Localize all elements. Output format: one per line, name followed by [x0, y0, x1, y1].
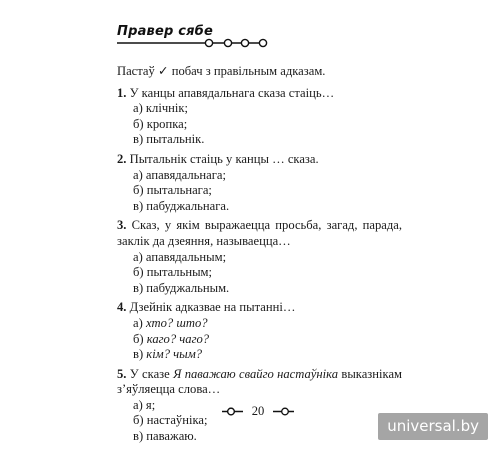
option-letter: а)	[133, 315, 143, 330]
answer-option[interactable]: в) пытальнік.	[133, 132, 205, 147]
answer-option[interactable]	[117, 332, 402, 348]
option-text: каго? чаго?	[146, 331, 210, 346]
answer-option[interactable]: в) пабуджальнага.	[133, 198, 230, 213]
answer-option[interactable]: в) паважаю.	[133, 429, 197, 444]
answer-option[interactable]: а) я;	[133, 397, 156, 412]
option-letter: в)	[133, 347, 144, 362]
option-text: кім? чым?	[146, 347, 203, 362]
instruction-suffix: побач з правільным адказам.	[171, 64, 326, 78]
instruction	[117, 64, 402, 80]
page-number: 20	[251, 404, 265, 418]
question-text: Пытальнік стаіць у канцы … сказа.	[129, 151, 319, 166]
question-2	[117, 152, 402, 214]
answer-option[interactable]: б) пытальнага;	[133, 183, 212, 198]
answer-option[interactable]: б) пытальным;	[133, 265, 213, 280]
answer-option[interactable]: а) апавядальным;	[133, 249, 227, 264]
answer-option[interactable]: а) апавядальнага;	[133, 167, 226, 182]
question-number: 4.	[117, 300, 127, 315]
header-decoration	[117, 24, 277, 52]
question-number: 1.	[117, 85, 127, 100]
watermark: universal.by	[378, 413, 488, 440]
answer-option[interactable]: б) кропка;	[133, 116, 188, 131]
question-number: 3.	[117, 218, 127, 233]
answer-option[interactable]: б) настаўніка;	[133, 413, 208, 428]
question-4	[117, 300, 402, 362]
answer-option[interactable]	[117, 347, 402, 363]
option-letter: б)	[133, 331, 144, 346]
option-text: хто? што?	[145, 315, 208, 330]
question-1	[117, 86, 402, 148]
section-header	[117, 24, 277, 52]
question-3	[117, 218, 402, 296]
question-example-sentence: Я паважаю свайго настаўніка	[173, 366, 339, 381]
answer-option[interactable]	[117, 316, 402, 332]
question-text: У канцы апавядальнага сказа стаіць…	[129, 85, 335, 100]
instruction-prefix: Пастаў	[117, 64, 155, 78]
question-text-before: У сказе	[129, 366, 170, 381]
question-number: 2.	[117, 151, 127, 166]
question-text-after: выказнікам з’яўляецца слова…	[117, 366, 403, 397]
question-text: Сказ, у якім выражаецца просьба, загад, парада, заклік да дзеяння, называецца…	[117, 218, 403, 248]
section-title: Правер сябе	[117, 24, 213, 39]
answer-option[interactable]: в) пабуджальным.	[133, 280, 230, 295]
question-text: Дзейнік адказвае на пытанні…	[129, 300, 296, 315]
check-mark-icon: ✓	[157, 64, 169, 78]
answer-option[interactable]: а) клічнік;	[133, 101, 189, 116]
question-number: 5.	[117, 366, 127, 381]
quiz-content	[117, 64, 402, 449]
